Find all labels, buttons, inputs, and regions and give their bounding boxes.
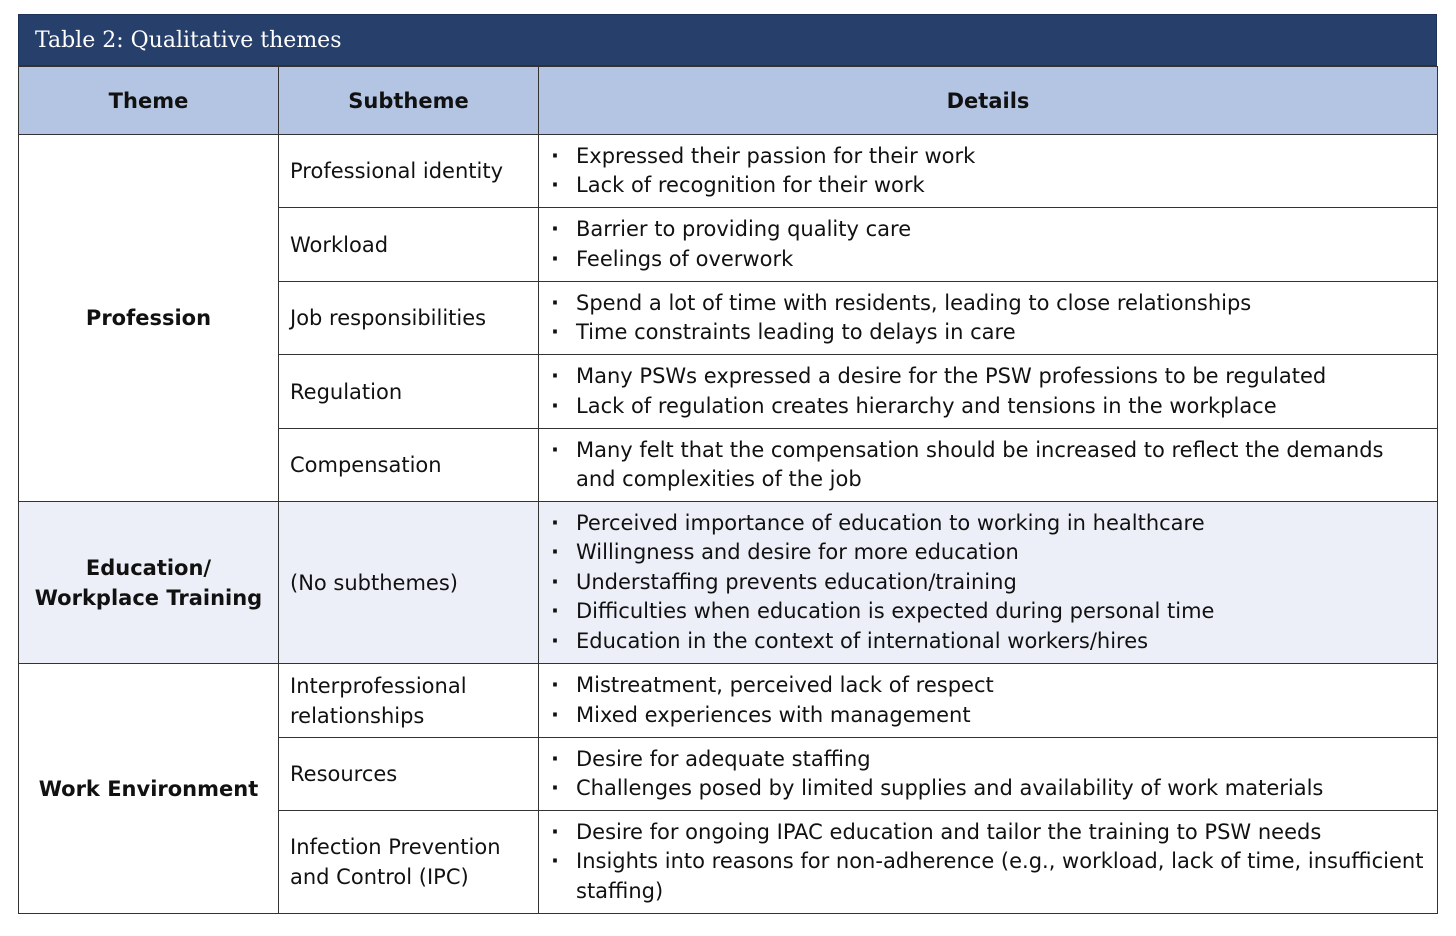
table-row <box>19 664 1438 738</box>
detail-item: · Challenges posed by limited supplies and availability of work materials <box>551 774 1425 804</box>
detail-item: · Barrier to providing quality care <box>551 215 1425 245</box>
detail-item: · Mistreatment, perceived lack of respect <box>551 671 1425 701</box>
detail-item: · Expressed their passion for their work <box>551 142 1425 172</box>
details-cell <box>539 502 1438 664</box>
detail-item: · Perceived importance of education to working in healthcare <box>551 509 1425 539</box>
detail-item: · Insights into reasons for non-adherence (e.g., workload, lack of time, insufficient staffing) <box>551 847 1425 906</box>
theme-cell: Profession <box>19 135 279 502</box>
details-cell <box>539 738 1438 811</box>
details-list <box>551 215 1425 274</box>
details-list <box>551 509 1425 657</box>
details-list <box>551 818 1425 907</box>
detail-item: · Spend a lot of time with residents, leading to close relationships <box>551 289 1425 319</box>
details-list <box>551 362 1425 421</box>
details-cell <box>539 664 1438 738</box>
theme-cell: Education/ Workplace Training <box>19 502 279 664</box>
details-list <box>551 142 1425 201</box>
details-list <box>551 745 1425 804</box>
detail-item: · Feelings of overwork <box>551 245 1425 275</box>
subtheme-cell: Compensation <box>279 429 539 502</box>
subtheme-cell: Workload <box>279 208 539 282</box>
subtheme-cell: Infection Prevention and Control (IPC) <box>279 811 539 914</box>
detail-item: · Lack of recognition for their work <box>551 171 1425 201</box>
details-cell <box>539 208 1438 282</box>
details-cell <box>539 429 1438 502</box>
detail-item: · Time constraints leading to delays in care <box>551 318 1425 348</box>
header-row <box>19 67 1438 135</box>
table-body <box>19 135 1438 914</box>
header-subtheme: Subtheme <box>279 67 539 135</box>
details-list <box>551 289 1425 348</box>
subtheme-cell: Regulation <box>279 355 539 429</box>
subtheme-cell: Professional identity <box>279 135 539 208</box>
details-list <box>551 436 1425 495</box>
detail-item: · Willingness and desire for more education <box>551 538 1425 568</box>
header-details: Details <box>539 67 1438 135</box>
detail-item: · Mixed experiences with management <box>551 701 1425 731</box>
header-theme: Theme <box>19 67 279 135</box>
subtheme-cell: Resources <box>279 738 539 811</box>
detail-item: · Lack of regulation creates hierarchy and tensions in the workplace <box>551 392 1425 422</box>
table-title: Table 2: Qualitative themes <box>18 14 1437 66</box>
details-cell <box>539 135 1438 208</box>
themes-table-grid <box>18 66 1438 914</box>
table-row <box>19 502 1438 664</box>
detail-item: · Many PSWs expressed a desire for the PSW professions to be regulated <box>551 362 1425 392</box>
detail-item: · Difficulties when education is expected during personal time <box>551 597 1425 627</box>
detail-item: · Desire for ongoing IPAC education and tailor the training to PSW needs <box>551 818 1425 848</box>
subtheme-cell: Job responsibilities <box>279 282 539 355</box>
detail-item: · Many felt that the compensation should be increased to reflect the demands and complexities of the job <box>551 436 1425 495</box>
details-cell <box>539 811 1438 914</box>
detail-item: · Desire for adequate staffing <box>551 745 1425 775</box>
table-row <box>19 135 1438 208</box>
detail-item: · Understaffing prevents education/training <box>551 568 1425 598</box>
subtheme-cell: Interprofessional relationships <box>279 664 539 738</box>
detail-item: · Education in the context of international workers/hires <box>551 627 1425 657</box>
details-cell <box>539 355 1438 429</box>
details-list <box>551 671 1425 730</box>
details-cell <box>539 282 1438 355</box>
subtheme-cell: (No subthemes) <box>279 502 539 664</box>
theme-cell: Work Environment <box>19 664 279 914</box>
qualitative-themes-table <box>18 14 1437 914</box>
